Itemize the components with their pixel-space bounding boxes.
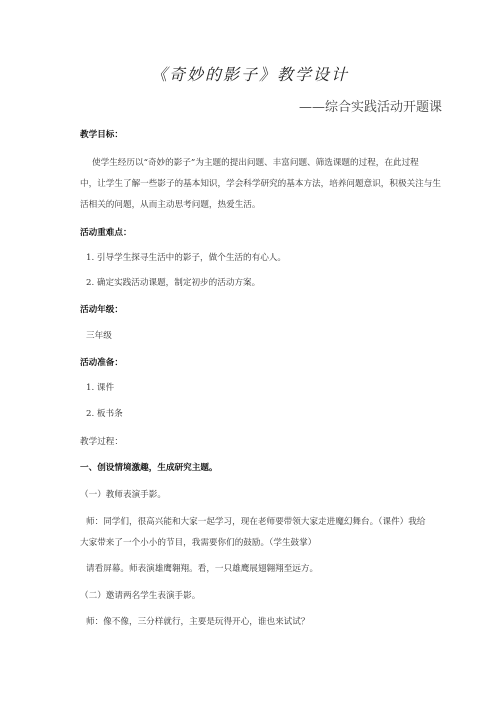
heading-preparation: 活动准备： [80, 358, 123, 368]
paragraph-line: 师：像不像，三分样就行，主要是玩得开心，谁也来试试？ [86, 617, 310, 627]
grade-value: 三年级 [86, 331, 112, 341]
paragraph-line: 使学生经历以“奇妙的影子”为主题的提出问题、丰富问题、筛选课题的过程，在此过程 [92, 158, 419, 168]
paragraph-line: 中，让学生了解一些影子的基本知识，学会科学研究的基本方法，培养问题意识，积极关注与生 [80, 179, 441, 189]
subsection-heading: （一）教师表演手影。 [80, 490, 166, 500]
subsection-heading: （二）邀请两名学生表演手影。 [80, 591, 201, 601]
heading-grade: 活动年级： [80, 305, 123, 315]
heading-process: 教学过程： [80, 437, 123, 447]
paragraph-line: 大家带来了一个小小的节目，我需要你们的鼓励。（学生鼓掌） [80, 538, 317, 548]
paragraph-line: 请看屏幕。师表演雄鹰翱翔。看，一只雄鹰展翅翱翔至远方。 [86, 564, 319, 574]
list-item: 1. 引导学生探寻生活中的影子，做个生活的有心人。 [86, 253, 286, 263]
paragraph-line: 活相关的问题，从而主动思考问题，热爱生活。 [80, 200, 261, 210]
list-item: 2. 板书条 [86, 409, 123, 419]
list-item: 2. 确定实践活动课题，制定初步的活动方案。 [86, 278, 261, 288]
section-heading-1: 一、创设情境激趣，生成研究主题。 [80, 463, 218, 473]
document-title: 《奇妙的影子》教学设计 [150, 65, 349, 84]
heading-objectives: 教学目标： [80, 130, 123, 140]
list-item: 1. 课件 [86, 383, 115, 393]
heading-key-points: 活动重难点： [80, 228, 132, 238]
paragraph-line: 师：同学们，很高兴能和大家一起学习，现在老师要带领大家走进魔幻舞台。（课件）我给 [86, 517, 426, 527]
document-subtitle: ——综合实践活动开题课 [298, 100, 442, 115]
